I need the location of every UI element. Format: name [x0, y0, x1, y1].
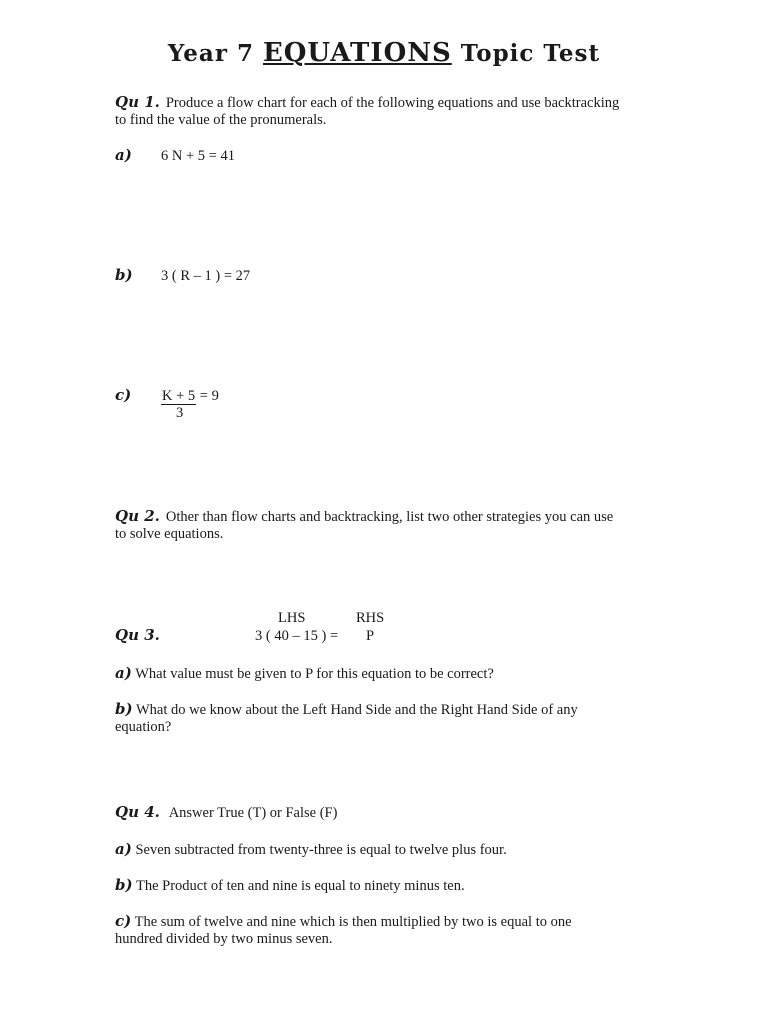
- q4-label: Qu 4.: [115, 803, 160, 821]
- q3-rhs: RHS: [356, 610, 385, 626]
- q2-line1: Qu 2. Other than flow charts and backtracking, list two other strategies you can use: [115, 507, 614, 525]
- q4a-line: a) Seven subtracted from twenty-three is equal to twelve plus four.: [115, 840, 507, 858]
- q1c-equation: [161, 388, 219, 405]
- q2-label: Qu 2.: [115, 507, 160, 525]
- q1-line2: to find the value of the pronumerals.: [115, 112, 327, 128]
- q4b-line: b) The Product of ten and nine is equal to ninety minus ten.: [115, 876, 465, 894]
- title-main: EQUATIONS: [262, 38, 452, 68]
- q1a-label: a): [115, 146, 132, 164]
- q4c-label: c): [115, 912, 132, 930]
- title-prefix: Year 7: [167, 40, 254, 67]
- q1b-label: b): [115, 266, 133, 284]
- q1-label: Qu 1.: [115, 93, 160, 111]
- q3-label: Qu 3.: [115, 626, 160, 644]
- q3a-line: a) What value must be given to P for this equation to be correct?: [115, 664, 494, 682]
- q1-line1: Qu 1. Produce a flow chart for each of the following equations and use backtracking: [115, 93, 620, 111]
- q4c-line2: hundred divided by two minus seven.: [115, 931, 333, 947]
- title-suffix: Topic Test: [460, 40, 601, 67]
- q4a-label: a): [115, 840, 132, 858]
- q3b-line1: b) What do we know about the Left Hand Side and the Right Hand Side of any: [115, 700, 578, 718]
- q4c-line1: c) The sum of twelve and nine which is then multiplied by two is equal to one: [115, 912, 572, 930]
- page-title: [0, 38, 768, 68]
- q1b-equation: 3 ( R – 1 ) = 27: [161, 268, 251, 284]
- q1c-label: c): [115, 386, 132, 404]
- q4-line: Qu 4. Answer True (T) or False (F): [115, 803, 338, 821]
- q1c-rest: = 9: [199, 388, 219, 404]
- q1a-equation: 6 N + 5 = 41: [161, 148, 235, 164]
- q1c-numerator: K + 5: [162, 388, 196, 404]
- q3-p: P: [366, 628, 375, 644]
- q3-lhs: LHS: [278, 610, 306, 626]
- q3b-line2: equation?: [115, 719, 172, 735]
- q3a-label: a): [115, 664, 132, 682]
- q2-line2: to solve equations.: [115, 526, 224, 542]
- q4b-label: b): [115, 876, 133, 894]
- q3b-label: b): [115, 700, 133, 718]
- q1c-denominator: 3: [176, 405, 184, 421]
- q3-expression: 3 ( 40 – 15 ) =: [255, 628, 339, 644]
